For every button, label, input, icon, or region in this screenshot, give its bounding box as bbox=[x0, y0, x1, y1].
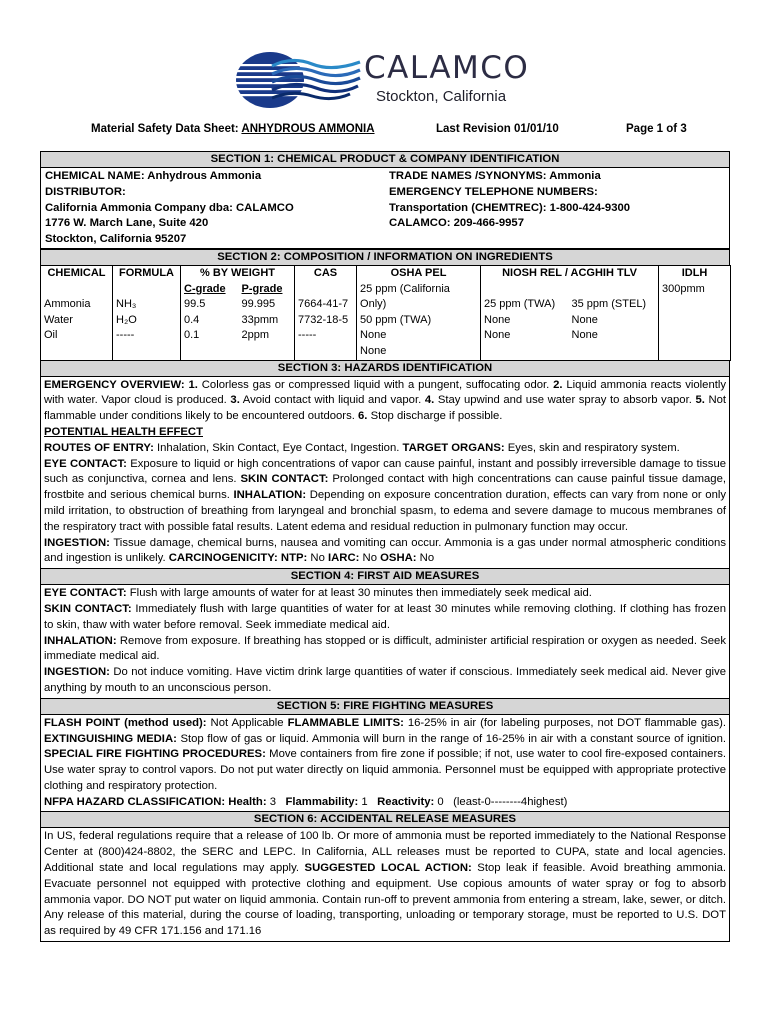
col-niosh: NIOSH REL / ACGHIH TLV bbox=[481, 266, 659, 282]
col-weight: % BY WEIGHT bbox=[181, 266, 295, 282]
distributor-city: Stockton, California 95207 bbox=[45, 233, 187, 246]
section-1-header: SECTION 1: CHEMICAL PRODUCT & COMPANY IDENTIFICATION bbox=[40, 151, 730, 168]
col-osha: OSHA PEL bbox=[357, 266, 481, 282]
section-4-header: SECTION 4: FIRST AID MEASURES bbox=[40, 568, 730, 585]
revision-date: Last Revision 01/01/10 bbox=[436, 123, 559, 135]
section-6-body: In US, federal regulations require that a release of 100 lb. Or more of ammonia must be reported immediately to the National Response Center at (800)424-8802, the SERC and LEPC. In California, ALL releases must be reported to CUPA, state and local agencies. Additional state and local regulations may apply. SUGGESTED LOCAL ACTION: Stop leak if feasible. Avoid breathing ammonia. Evacuate personnel not equipped with protective clothing and equipment. Use copious amounts of water spray or fog to absorb ammonia vapor. DO NOT put water on liquid ammonia. Contain run-off to prevent ammonia from entering a stream, lake, sewer, or ditch. Any release of this material, during the course of loading, transporting, unloading or temporary storage, must be reported to U.S. DOT as required by 49 CFR 171.156 and 171.16 bbox=[40, 828, 730, 942]
section-3-body: EMERGENCY OVERVIEW: 1. Colorless gas or compressed liquid with a pungent, suffocating odor. 2. Liquid ammonia reacts violently with water. Vapor cloud is produced. 3. Avoid contact with liquid and vapor. 4. Stay upwind and use water spray to absorb vapor. 5. Not flammable under conditions likely to be encountered outdoors. 6. Stop discharge if possible. POTENTIAL HEALTH EFFECT ROUTES OF ENTRY: Inhalation, Skin Contact, Eye Contact, Ingestion. TARGET ORGANS: Eyes, skin and respiratory system. EYE CONTACT: Exposure to liquid or high concentrations of vapor can cause painful, instant and possibly irreversible damage to tissue such as conjunctiva, cornea and lens. SKIN CONTACT: Prolonged contact with high concentrations can cause painful tissue damage, frostbite and serious chemical burns. INHALATION: Depending on exposure concentration duration, effects can vary from none or only mild irritation, to obstruction of breathing from laryngeal and bronchial spasm, to edema and severe damage to mucous membranes of the respiratory tract with possible fatal results. Latent edema and residual reduction in pulmonary function may occur. INGESTION: Tissue damage, chemical burns, nausea and vomiting can occur. Ammonia is a gas under normal atmospheric conditions and ingestion is unlikely. CARCINOGENICITY: NTP: No IARC: No OSHA: No bbox=[40, 377, 730, 570]
chemical-name: CHEMICAL NAME: Anhydrous Ammonia bbox=[45, 170, 262, 182]
globe-waves-logo-icon bbox=[232, 50, 362, 110]
section-5-header: SECTION 5: FIRE FIGHTING MEASURES bbox=[40, 698, 730, 715]
table-row: Oil ----- 0.1 2ppm ----- None None None bbox=[41, 328, 731, 344]
msds-prefix: Material Safety Data Sheet: bbox=[91, 123, 239, 135]
idlh-value: 300pmm bbox=[659, 282, 731, 298]
section-3-header: SECTION 3: HAZARDS IDENTIFICATION bbox=[40, 360, 730, 377]
distributor-label: DISTRIBUTOR: bbox=[45, 185, 126, 198]
col-cgrade: C-grade bbox=[181, 282, 239, 298]
emergency-label: EMERGENCY TELEPHONE NUMBERS: bbox=[389, 185, 598, 198]
composition-table: CHEMICAL FORMULA % BY WEIGHT CAS OSHA PEL NIOSH REL / ACGHIH TLV IDLH C-grade P-grade 25 ppm (California 300pmm Ammonia NH₃ 99.5 99.995 7664-41-7 Only) 25 ppm (TWA) 35 ppm (STEL) Water H₂O 0.4 33pmm 7732-18-5 50 ppm (TWA) None None Oil ----- 0.1 2ppm ----- None None None None bbox=[40, 265, 731, 361]
section-2-header: SECTION 2: COMPOSITION / INFORMATION ON INGREDIENTS bbox=[40, 249, 730, 266]
section-4-body: EYE CONTACT: Flush with large amounts of water for at least 30 minutes then immediately seek medical aid. SKIN CONTACT: Immediately flush with large quantities of water for at least 30 minutes while removing clothing. If clothing has frozen to skin, thaw with water before removal. Seek immediate medical aid. INHALATION: Remove from exposure. If breathing has stopped or is difficult, administer artificial respiration or oxygen as needed. Seek immediate medical aid. INGESTION: Do not induce vomiting. Have victim drink large quantities of water if conscious. Immediately seek medical aid. Never give anything by mouth to an unconscious person. bbox=[40, 585, 730, 699]
distributor-name: California Ammonia Company dba: CALAMCO bbox=[45, 201, 294, 214]
msds-document bbox=[40, 152, 730, 942]
trade-names: TRADE NAMES /SYNONYMS: Ammonia bbox=[389, 170, 601, 182]
page-number: Page 1 of 3 bbox=[626, 123, 687, 135]
calamco-phone: CALAMCO: 209-466-9957 bbox=[389, 217, 524, 230]
section-6-header: SECTION 6: ACCIDENTAL RELEASE MEASURES bbox=[40, 811, 730, 828]
section-1-body bbox=[40, 168, 730, 249]
osha-cell: 25 ppm (California bbox=[357, 282, 481, 298]
company-city: Stockton, California bbox=[376, 88, 507, 105]
col-formula: FORMULA bbox=[113, 266, 181, 282]
msds-title bbox=[91, 123, 375, 139]
section-5-body: FLASH POINT (method used): Not Applicable FLAMMABLE LIMITS: 16-25% in air (for labeling purposes, not DOT flammable gas). EXTINGUISHING MEDIA: Stop flow of gas or liquid. Ammonia will burn in the range of 16-25% in air with a constant source of ignition. SPECIAL FIRE FIGHTING PROCEDURES: Move containers from fire zone if possible; if not, use water to cool fire-exposed containers. Use water spray to control vapors. Do not put water directly on liquid ammonia. Personnel must be equipped with appropriate protective clothing and respiratory protection. NFPA HAZARD CLASSIFICATION: Health: 3 Flammability: 1 Reactivity: 0 (least-0--------4highest) bbox=[40, 715, 730, 813]
table-row: Water H₂O 0.4 33pmm 7732-18-5 50 ppm (TWA) None None bbox=[41, 313, 731, 329]
col-chemical: CHEMICAL bbox=[41, 266, 113, 282]
col-cas: CAS bbox=[295, 266, 357, 282]
chemtrec-phone: Transportation (CHEMTREC): 1-800-424-9300 bbox=[389, 201, 631, 214]
table-row: Ammonia NH₃ 99.5 99.995 7664-41-7 Only) 25 ppm (TWA) 35 ppm (STEL) bbox=[41, 297, 731, 313]
distributor-street: 1776 W. March Lane, Suite 420 bbox=[45, 217, 209, 230]
potential-health-effect: POTENTIAL HEALTH EFFECT bbox=[44, 425, 203, 438]
product-name: ANHYDROUS AMMONIA bbox=[241, 123, 375, 135]
company-name: CALAMCO bbox=[364, 50, 530, 86]
col-pgrade: P-grade bbox=[239, 282, 295, 298]
company-logo bbox=[232, 40, 532, 120]
col-idlh: IDLH bbox=[659, 266, 731, 282]
